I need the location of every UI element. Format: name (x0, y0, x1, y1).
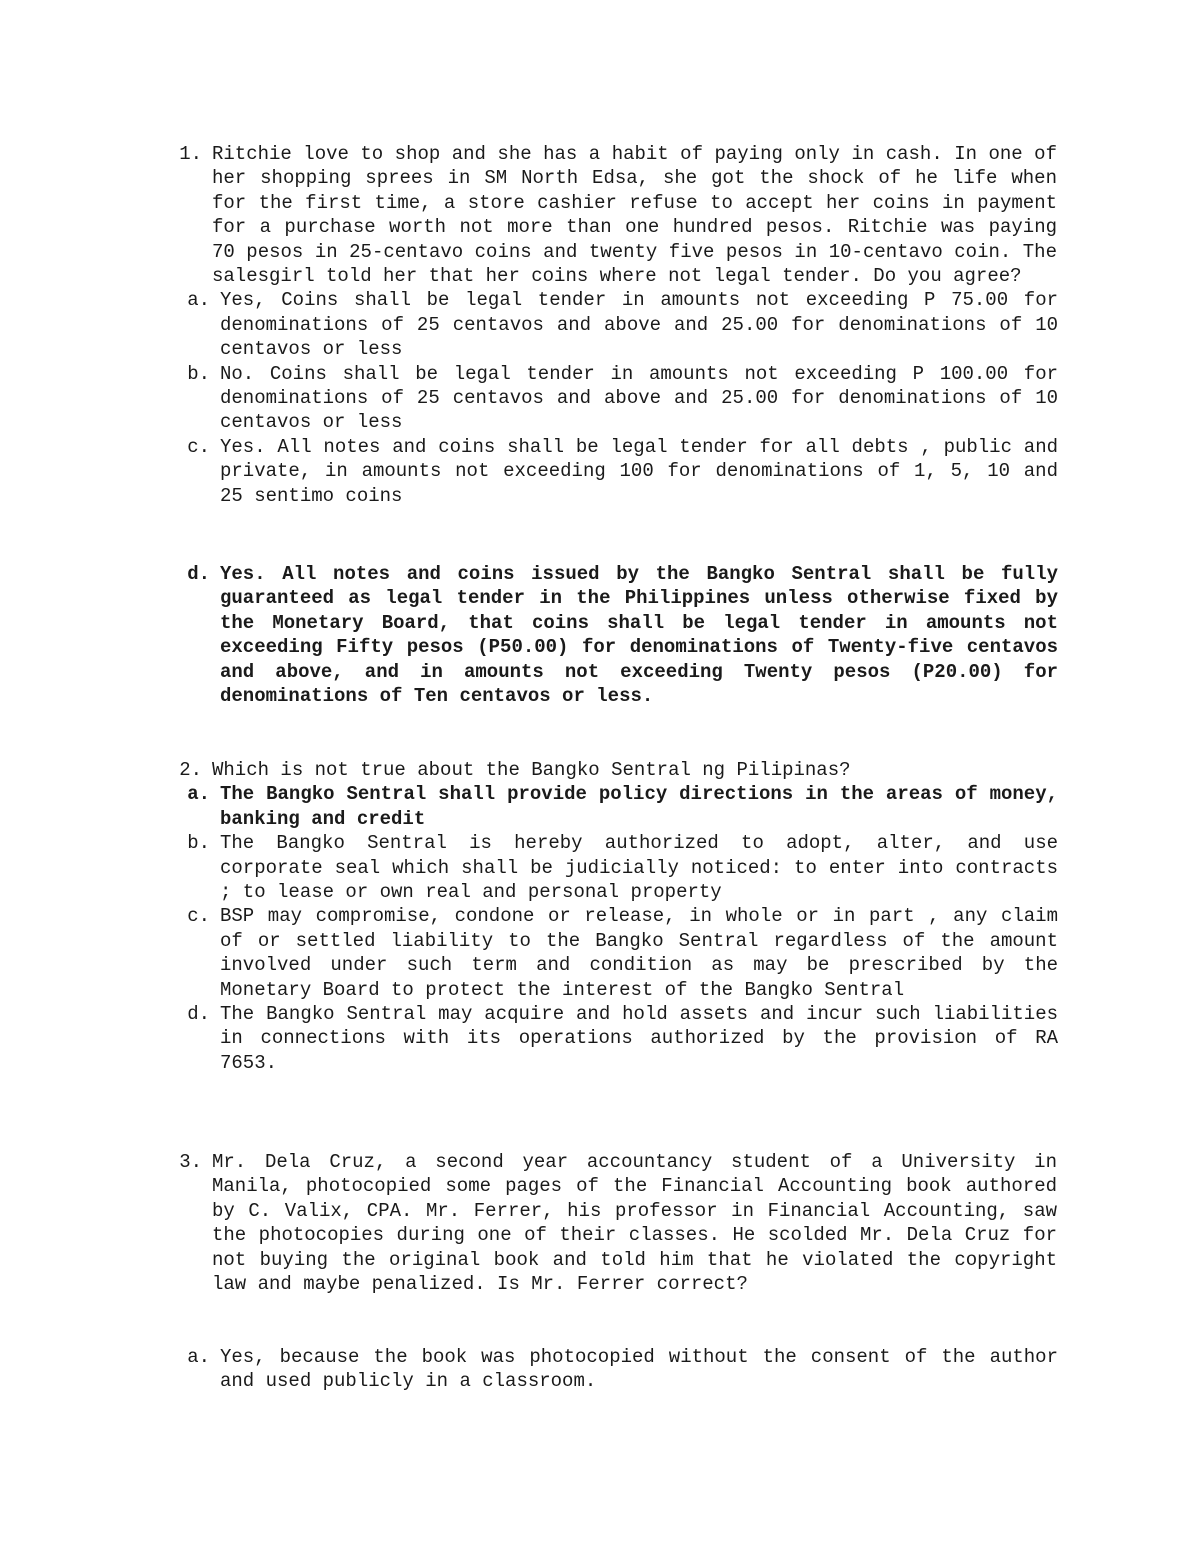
option-letter: d. (187, 1003, 210, 1026)
option-text: Yes, because the book was photocopied without the consent of the author and used publicly in a classroom. (220, 1346, 1058, 1393)
question-text: Mr. Dela Cruz, a second year accountancy student of a University in Manila, photocopied some pages of the Financial Accounting book authored by C. Valix, CPA. Mr. Ferrer, his professor in Financial Accounting, saw the photocopies during one of their classes. He scolded Mr. Dela Cruz for not buying the original book and told him that he violated the copyright law and maybe penalized. Is Mr. Ferrer correct? (212, 1151, 1057, 1296)
question-stem (0, 142, 1200, 288)
option-a (0, 782, 1200, 831)
option-text: The Bangko Sentral is hereby authorized to adopt, alter, and use corporate seal which shall be judicially noticed: to enter into contracts ; to lease or own real and personal property (220, 832, 1058, 904)
option-a (0, 1345, 1200, 1394)
question-2 (0, 758, 1200, 1075)
question-stem (0, 1150, 1200, 1296)
option-text: Yes. All notes and coins shall be legal tender for all debts , public and private, in amounts not exceeding 100 for denominations of 1, 5, 10 and 25 sentimo coins (220, 435, 1058, 507)
question-1-answer (0, 562, 1200, 708)
option-d (0, 562, 1200, 708)
question-text: Ritchie love to shop and she has a habit of paying only in cash. In one of her shopping sprees in SM North Edsa, she got the shock of he life when for the first time, a store cashier refuse to accept her coins in payment for a purchase worth not more than one hundred pesos. Ritchie was paying 70 pesos in 25-centavo coins and twenty five pesos in 10-centavo coin. The salesgirl told her that her coins where not legal tender. Do you agree? (212, 143, 1057, 288)
option-letter: a. (187, 1346, 210, 1368)
option-text: No. Coins shall be legal tender in amounts not exceeding P 100.00 for denominations of 25 centavos and above and 25.00 for denominations of 10 centavos or less (220, 362, 1058, 434)
option-b (0, 831, 1200, 904)
option-text: BSP may compromise, condone or release, in whole or in part , any claim of or settled liability to the Bangko Sentral regardless of the amount involved under such term and condition as may be prescribed by the Monetary Board to protect the interest of the Bangko Sentral (220, 905, 1058, 1001)
option-c (0, 435, 1200, 508)
option-text: Yes, Coins shall be legal tender in amounts not exceeding P 75.00 for denominations of 25 centavos and above and 25.00 for denominations of 10 centavos or less (220, 289, 1058, 361)
option-letter: d. (187, 563, 210, 585)
question-1 (0, 142, 1200, 508)
option-text: The Bangko Sentral may acquire and hold assets and incur such liabilities in connections with its operations authorized by the provision of RA 7653. (220, 1003, 1058, 1074)
option-d (0, 1002, 1200, 1075)
question-stem (0, 758, 1200, 782)
option-c (0, 904, 1200, 1002)
question-number: 3. (179, 1151, 202, 1173)
option-letter: b. (187, 362, 210, 385)
option-letter: c. (187, 905, 210, 928)
option-letter: a. (187, 289, 210, 312)
option-b (0, 362, 1200, 435)
option-a (0, 288, 1200, 361)
option-text: Yes. All notes and coins issued by the Bangko Sentral shall be fully guaranteed as legal tender in the Philippines unless otherwise fixed by the Monetary Board, that coins shall be legal tender in amounts not exceeding Fifty pesos (P50.00) for denominations of Twenty-five centavos and above, and in amounts not exceeding Twenty pesos (P20.00) for denominations of Ten centavos or less. (220, 563, 1058, 708)
option-letter: c. (187, 435, 210, 458)
question-3-options (0, 1345, 1200, 1394)
question-text: Which is not true about the Bangko Sentral ng Pilipinas? (212, 759, 851, 781)
option-letter: b. (187, 832, 210, 855)
question-number: 1. (179, 143, 202, 165)
question-3 (0, 1150, 1200, 1296)
option-letter: a. (187, 783, 210, 806)
question-number: 2. (179, 759, 202, 781)
option-text: The Bangko Sentral shall provide policy directions in the areas of money, banking and credit (220, 783, 1058, 830)
